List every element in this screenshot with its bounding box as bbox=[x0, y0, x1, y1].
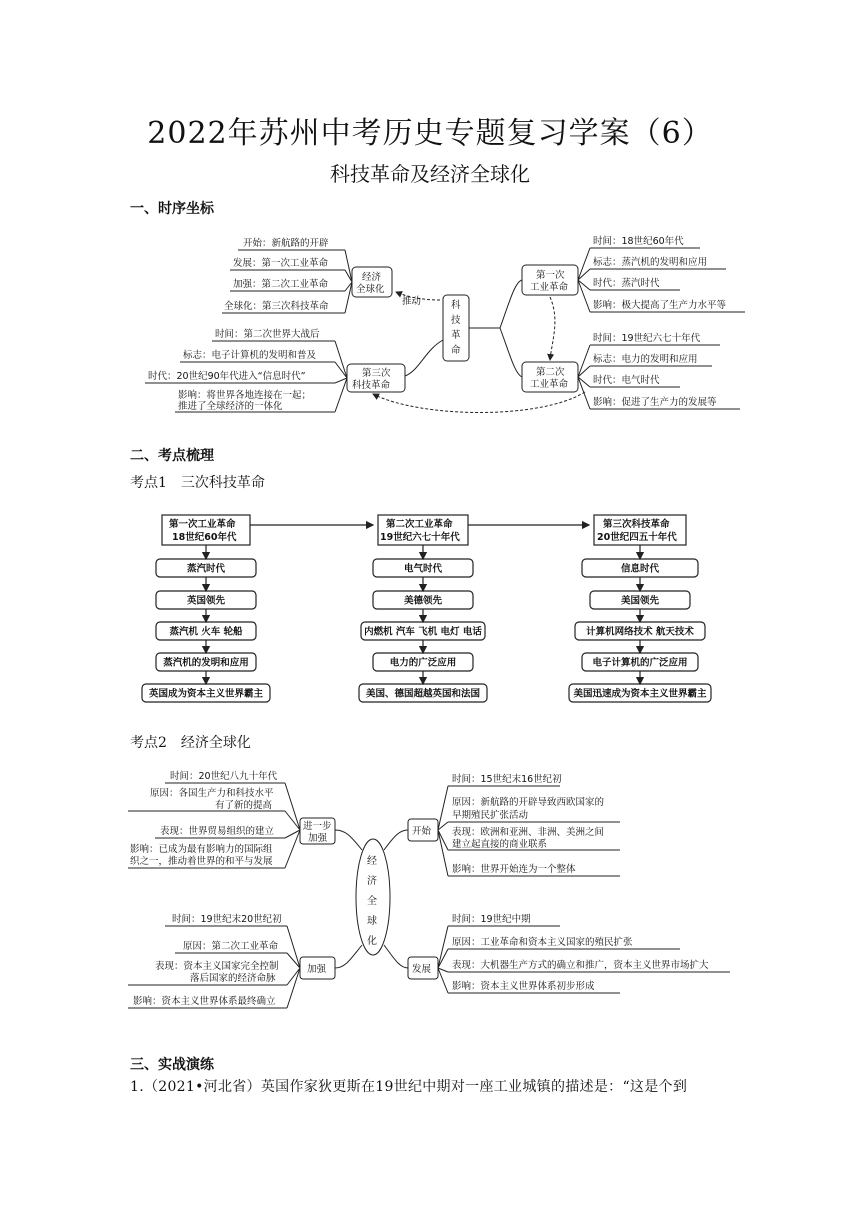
d1-left-item-3: 全球化：第三次科技革命 bbox=[224, 301, 329, 312]
d2-col1-item-3: 电力的广泛应用 bbox=[389, 657, 457, 669]
d1-center-char-2: 革 bbox=[451, 330, 461, 341]
section-heading-review: 二、考点梳理 bbox=[130, 448, 214, 464]
d2-col1-head-line1: 第二次工业革命 bbox=[386, 519, 453, 530]
d3-further-item-3: 表现：世界贸易组织的建立 bbox=[160, 826, 275, 837]
d2-col0-item-2: 蒸汽机 火车 轮船 bbox=[169, 626, 243, 638]
d3-develop-item-0: 时间：19世纪中期 bbox=[452, 914, 531, 925]
d1-third-item-3: 影响：将世界各地连接在一起； bbox=[178, 390, 312, 401]
d3-start-item-4: 建立起直接的商业联系 bbox=[452, 839, 548, 850]
d2-col0-head-line2: 18世纪60年代 bbox=[172, 532, 237, 543]
d3-start-label: 开始 bbox=[412, 826, 432, 837]
d1-second-node-line1: 第二次 bbox=[536, 367, 565, 378]
section-heading-practice: 三、实战演练 bbox=[130, 1057, 214, 1073]
d2-col1-item-0: 电气时代 bbox=[403, 563, 443, 575]
d1-second-item-0: 时间：19世纪六七十年代 bbox=[593, 333, 701, 344]
d1-left-item-2: 加强：第二次工业革命 bbox=[233, 279, 329, 290]
d3-start-item-3: 表现：欧洲和亚洲、非洲、美洲之间 bbox=[452, 827, 605, 838]
d1-center-char-0: 科 bbox=[451, 300, 461, 311]
d3-strengthen-item-3: 落后国家的经济命脉 bbox=[190, 973, 276, 984]
d1-left-item-1: 发展：第一次工业革命 bbox=[233, 258, 329, 269]
d1-first-node-line2: 工业革命 bbox=[530, 282, 569, 293]
d1-second-item-3: 影响：促进了生产力的发展等 bbox=[593, 397, 717, 408]
d1-center-char-1: 技 bbox=[451, 315, 461, 326]
d3-center-char-0: 经 bbox=[367, 856, 377, 867]
question-1-text: 1.（2021•河北省）英国作家狄更斯在19世纪中期对一座工业城镇的描述是：“这是个到 bbox=[130, 1079, 688, 1095]
d3-develop-label: 发展 bbox=[412, 964, 432, 975]
d1-push-label: 推动 bbox=[402, 296, 422, 307]
d2-col2-item-4: 美国迅速成为资本主义世界霸主 bbox=[573, 688, 707, 700]
d3-strengthen-item-2: 表现：资本主义国家完全控制 bbox=[155, 961, 279, 972]
d3-strengthen-item-1: 原因：第二次工业革命 bbox=[183, 941, 279, 952]
d3-develop-item-3: 影响：资本主义世界体系初步形成 bbox=[452, 981, 595, 992]
d3-center-char-3: 球 bbox=[367, 916, 377, 927]
d3-center-char-4: 化 bbox=[367, 936, 377, 947]
d2-col1-head-line2: 19世纪六七十年代 bbox=[380, 532, 460, 543]
d3-further-label-line2: 加强 bbox=[308, 833, 328, 844]
d1-first-node-line1: 第一次 bbox=[536, 270, 565, 281]
page-subtitle: 科技革命及经济全球化 bbox=[330, 162, 530, 186]
d1-second-node-line2: 工业革命 bbox=[530, 379, 569, 390]
d1-second-item-1: 标志：电力的发明和应用 bbox=[593, 354, 698, 365]
d3-start-item-2: 早期殖民扩张活动 bbox=[452, 810, 529, 821]
d3-further-item-0: 时间：20世纪八九十年代 bbox=[170, 771, 278, 782]
d1-first-item-0: 时间：18世纪60年代 bbox=[593, 236, 684, 247]
d2-col0-item-1: 英国领先 bbox=[186, 595, 226, 607]
d3-develop-item-1: 原因：工业革命和资本主义国家的殖民扩张 bbox=[452, 937, 633, 948]
d3-center-char-1: 济 bbox=[367, 876, 377, 887]
d1-first-item-1: 标志：蒸汽机的发明和应用 bbox=[593, 257, 708, 268]
d3-further-item-5: 织之一，推动着世界的和平与发展 bbox=[130, 856, 273, 867]
d2-col0-item-4: 英国成为资本主义世界霸主 bbox=[148, 688, 264, 700]
d3-start-item-5: 影响：世界开始连为一个整体 bbox=[452, 864, 576, 875]
d1-third-node-line2: 科技革命 bbox=[352, 380, 391, 391]
d3-center-char-2: 全 bbox=[367, 896, 377, 907]
d2-col1-item-1: 美德领先 bbox=[403, 595, 443, 607]
d1-left-item-0: 开始：新航路的开辟 bbox=[243, 238, 329, 249]
d3-further-item-1: 原因：各国生产力和科技水平 bbox=[150, 788, 274, 799]
d1-center-char-3: 命 bbox=[451, 345, 461, 356]
d3-strengthen-label: 加强 bbox=[307, 964, 327, 975]
d3-strengthen-item-4: 影响：资本主义世界体系最终确立 bbox=[133, 996, 276, 1007]
d1-econ-node-line2: 全球化 bbox=[356, 284, 385, 295]
d1-third-item-4: 推进了全球经济的一体化 bbox=[178, 401, 283, 412]
d1-first-item-3: 影响：极大提高了生产力水平等 bbox=[593, 300, 727, 311]
d1-econ-node-line1: 经济 bbox=[362, 272, 382, 283]
page-title: 2022年苏州中考历史专题复习学案（6） bbox=[147, 116, 713, 151]
d2-col2-item-1: 美国领先 bbox=[620, 595, 660, 607]
d3-develop-item-2: 表现：大机器生产方式的确立和推广，资本主义世界市场扩大 bbox=[452, 960, 709, 971]
d3-start-item-1: 原因：新航路的开辟导致西欧国家的 bbox=[452, 797, 605, 808]
d1-third-item-2: 时代：20世纪90年代进入“信息时代” bbox=[148, 371, 306, 382]
d1-third-item-0: 时间：第二次世界大战后 bbox=[215, 329, 320, 340]
d2-col0-head-line1: 第一次工业革命 bbox=[169, 519, 236, 530]
d2-col2-item-0: 信息时代 bbox=[620, 563, 660, 575]
d3-strengthen-item-0: 时间：19世纪末20世纪初 bbox=[172, 914, 282, 925]
d2-col2-item-3: 电子计算机的广泛应用 bbox=[592, 657, 688, 669]
d3-further-label-line1: 进一步 bbox=[303, 821, 332, 832]
d3-further-item-2: 有了新的提高 bbox=[215, 800, 273, 811]
d2-col2-head-line2: 20世纪四五十年代 bbox=[597, 532, 677, 543]
d2-col2-head-line1: 第三次科技革命 bbox=[603, 519, 670, 530]
kaodian-1-heading: 考点1 三次科技革命 bbox=[130, 475, 265, 491]
d2-col1-item-4: 美国、德国超越英国和法国 bbox=[365, 688, 481, 700]
section-heading-timeline: 一、时序坐标 bbox=[130, 201, 214, 217]
d1-third-node-line1: 第三次 bbox=[362, 368, 391, 379]
d2-col0-item-0: 蒸汽时代 bbox=[186, 563, 226, 575]
d1-third-item-1: 标志：电子计算机的发明和普及 bbox=[183, 350, 317, 361]
d2-col2-item-2: 计算机网络技术 航天技术 bbox=[586, 626, 694, 638]
d3-start-item-0: 时间：15世纪末16世纪初 bbox=[452, 774, 562, 785]
d2-col0-item-3: 蒸汽机的发明和应用 bbox=[163, 657, 249, 669]
d2-col1-item-2: 内燃机 汽车 飞机 电灯 电话 bbox=[364, 626, 482, 638]
d1-second-item-2: 时代：电气时代 bbox=[593, 375, 660, 386]
kaodian-2-heading: 考点2 经济全球化 bbox=[130, 735, 251, 751]
d1-first-item-2: 时代：蒸汽时代 bbox=[593, 278, 660, 289]
d3-further-item-4: 影响：已成为最有影响力的国际组 bbox=[130, 844, 273, 855]
